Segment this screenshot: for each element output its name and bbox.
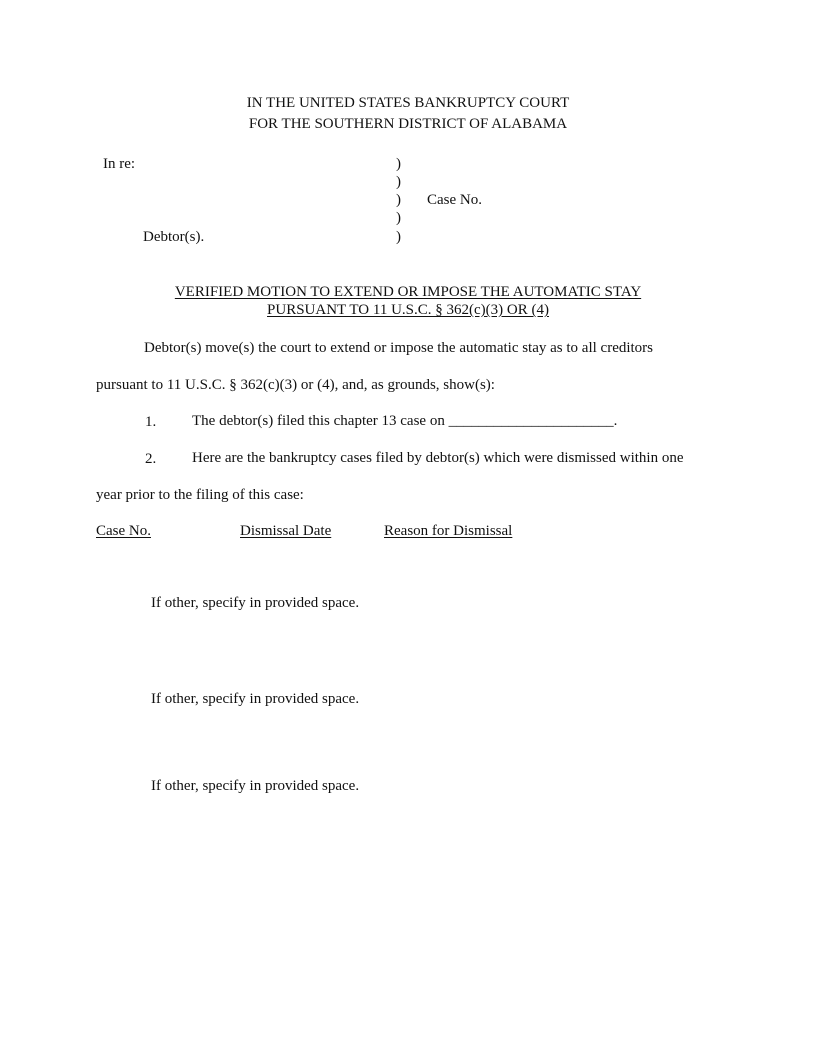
other-specify-note: If other, specify in provided space.	[151, 691, 360, 707]
caption-paren: )	[396, 174, 401, 190]
in-re-label: In re:	[103, 156, 136, 172]
motion-title-line-1: VERIFIED MOTION TO EXTEND OR IMPOSE THE AUTOMATIC STAY	[174, 284, 642, 300]
intro-paragraph-line-2: pursuant to 11 U.S.C. § 362(c)(3) or (4), and, as grounds, show(s):	[96, 377, 495, 393]
debtors-label: Debtor(s).	[143, 229, 205, 245]
item-2-line-1: Here are the bankruptcy cases filed by debtor(s) which were dismissed within one	[192, 450, 684, 466]
item-2-number: 2.	[145, 451, 157, 467]
court-name-line-1: IN THE UNITED STATES BANKRUPTCY COURT	[246, 95, 570, 111]
column-header-case-no: Case No.	[96, 523, 151, 539]
caption-paren: )	[396, 192, 401, 208]
item-1-number: 1.	[145, 414, 157, 430]
caption-paren: )	[396, 229, 401, 245]
item-2-line-2: year prior to the filing of this case:	[96, 487, 304, 503]
caption-paren: )	[396, 156, 401, 172]
column-header-dismissal-date: Dismissal Date	[240, 523, 332, 539]
motion-title-line-2: PURSUANT TO 11 U.S.C. § 362(c)(3) OR (4)	[267, 302, 549, 318]
other-specify-note: If other, specify in provided space.	[151, 595, 360, 611]
court-name-line-2: FOR THE SOUTHERN DISTRICT OF ALABAMA	[248, 116, 568, 132]
intro-paragraph-line-1: Debtor(s) move(s) the court to extend or impose the automatic stay as to all creditors	[144, 340, 654, 356]
case-number-label: Case No.	[427, 192, 482, 208]
other-specify-note: If other, specify in provided space.	[151, 778, 360, 794]
item-1-text: The debtor(s) filed this chapter 13 case on ______________________.	[192, 413, 618, 429]
column-header-reason: Reason for Dismissal	[384, 523, 513, 539]
caption-paren: )	[396, 210, 401, 226]
